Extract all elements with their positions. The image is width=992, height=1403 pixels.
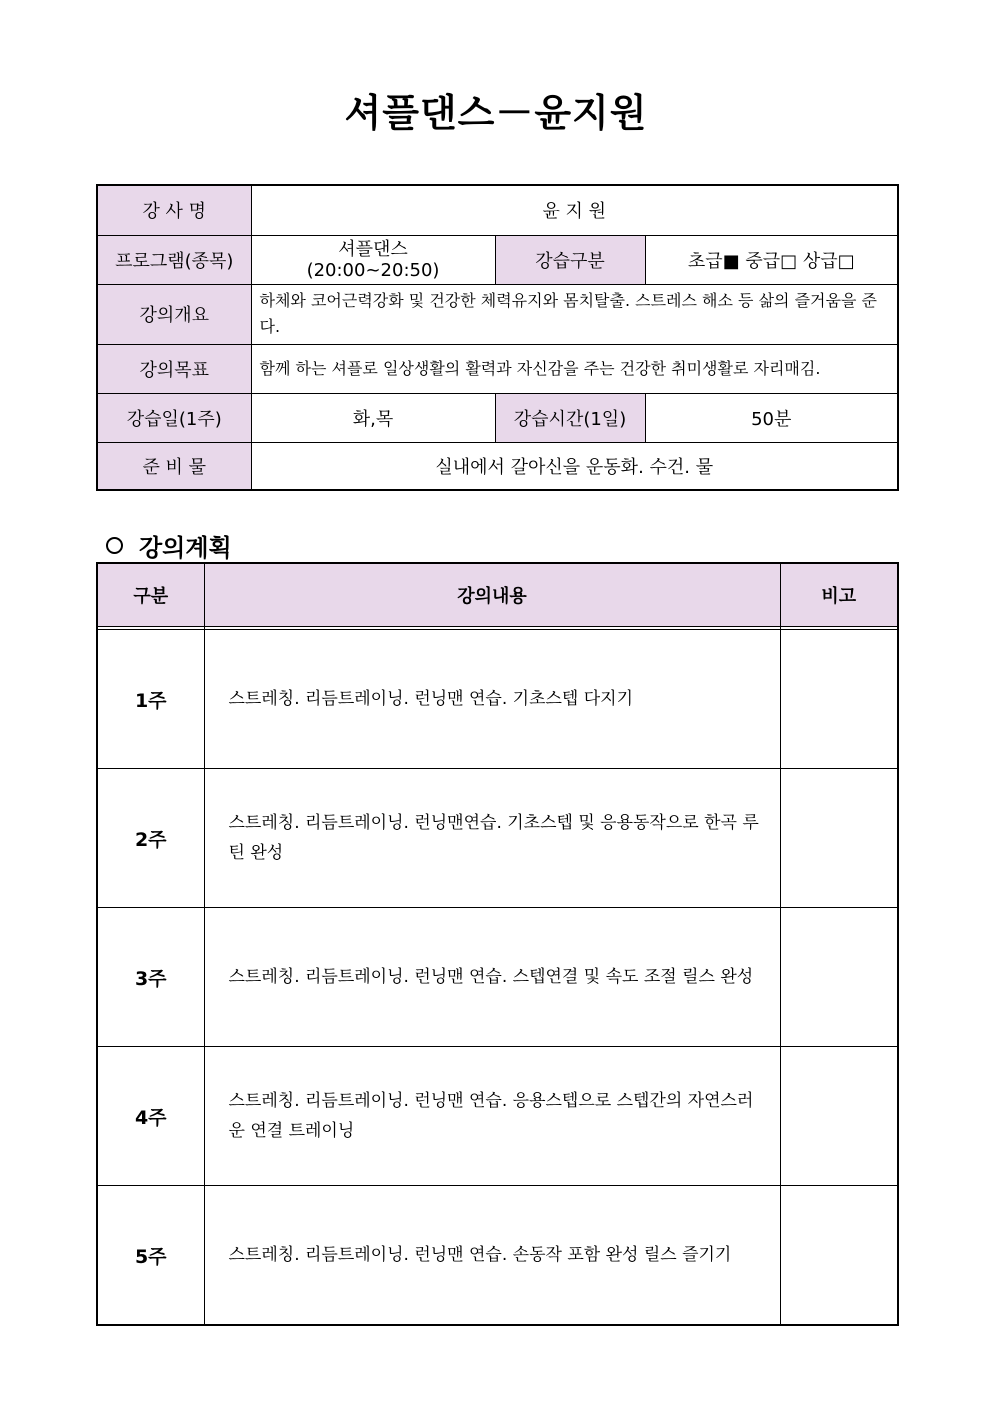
header-content: 강의내용 (204, 563, 780, 627)
duration-value: 50분 (645, 393, 898, 442)
week-note (780, 1047, 898, 1186)
week-label: 3주 (97, 908, 204, 1047)
supplies-label: 준 비 물 (97, 442, 251, 490)
circle-bullet-icon (106, 537, 123, 554)
goal-row (97, 344, 898, 393)
week-label: 1주 (97, 630, 204, 769)
goal-label: 강의목표 (97, 344, 251, 393)
program-row (97, 235, 898, 284)
overview-label: 강의개요 (97, 284, 251, 344)
week-note (780, 1186, 898, 1326)
header-category: 구분 (97, 563, 204, 627)
goal-value: 함께 하는 셔플로 일상생활의 활력과 자신감을 주는 건강한 취미생활로 자리매김. (251, 344, 898, 393)
week-label: 2주 (97, 769, 204, 908)
supplies-row (97, 442, 898, 490)
week-content: 스트레칭. 리듬트레이닝. 런닝맨연습. 기초스텝 및 응용동작으로 한곡 루틴 완성 (204, 769, 780, 908)
week-note (780, 908, 898, 1047)
header-note: 비고 (780, 563, 898, 627)
week-label: 4주 (97, 1047, 204, 1186)
week-note (780, 630, 898, 769)
week-content: 스트레칭. 리듬트레이닝. 런닝맨 연습. 응용스텝으로 스텝간의 자연스러운 연결 트레이닝 (204, 1047, 780, 1186)
section-heading (106, 528, 232, 563)
table-row (97, 1047, 898, 1186)
level-label: 강습구분 (495, 235, 645, 284)
days-label: 강습일(1주) (97, 393, 251, 442)
instructor-value: 윤 지 원 (251, 185, 898, 235)
course-info-table (96, 184, 899, 491)
schedule-row (97, 393, 898, 442)
overview-value: 하체와 코어근력강화 및 건강한 체력유지와 몸치탈출. 스트레스 해소 등 삶의 즐거움을 준다. (251, 284, 898, 344)
supplies-value: 실내에서 갈아신을 운동화. 수건. 물 (251, 442, 898, 490)
week-content: 스트레칭. 리듬트레이닝. 런닝맨 연습. 스텝연결 및 속도 조절 릴스 완성 (204, 908, 780, 1047)
level-value: 초급■ 중급□ 상급□ (645, 235, 898, 284)
program-name: 셔플댄스 (338, 238, 408, 260)
overview-row (97, 284, 898, 344)
week-content: 스트레칭. 리듬트레이닝. 런닝맨 연습. 기초스텝 다지기 (204, 630, 780, 769)
week-content: 스트레칭. 리듬트레이닝. 런닝맨 연습. 손동작 포함 완성 릴스 즐기기 (204, 1186, 780, 1326)
plan-header-row (97, 563, 898, 627)
table-row (97, 769, 898, 908)
week-note (780, 769, 898, 908)
days-value: 화,목 (251, 393, 495, 442)
table-row (97, 908, 898, 1047)
page-title: 셔플댄스－윤지원 (344, 91, 648, 135)
program-time: (20:00~20:50) (306, 259, 440, 281)
table-row (97, 630, 898, 769)
instructor-row (97, 185, 898, 235)
table-row (97, 1186, 898, 1326)
instructor-label (97, 185, 251, 235)
week-label: 5주 (97, 1186, 204, 1326)
instructor-label-text: 강 사 명 (142, 201, 207, 223)
duration-label: 강습시간(1일) (495, 393, 645, 442)
program-value (251, 235, 495, 284)
section-title: 강의계획 (139, 534, 232, 562)
lecture-plan-table (96, 562, 899, 1326)
program-label: 프로그램(종목) (97, 235, 251, 284)
